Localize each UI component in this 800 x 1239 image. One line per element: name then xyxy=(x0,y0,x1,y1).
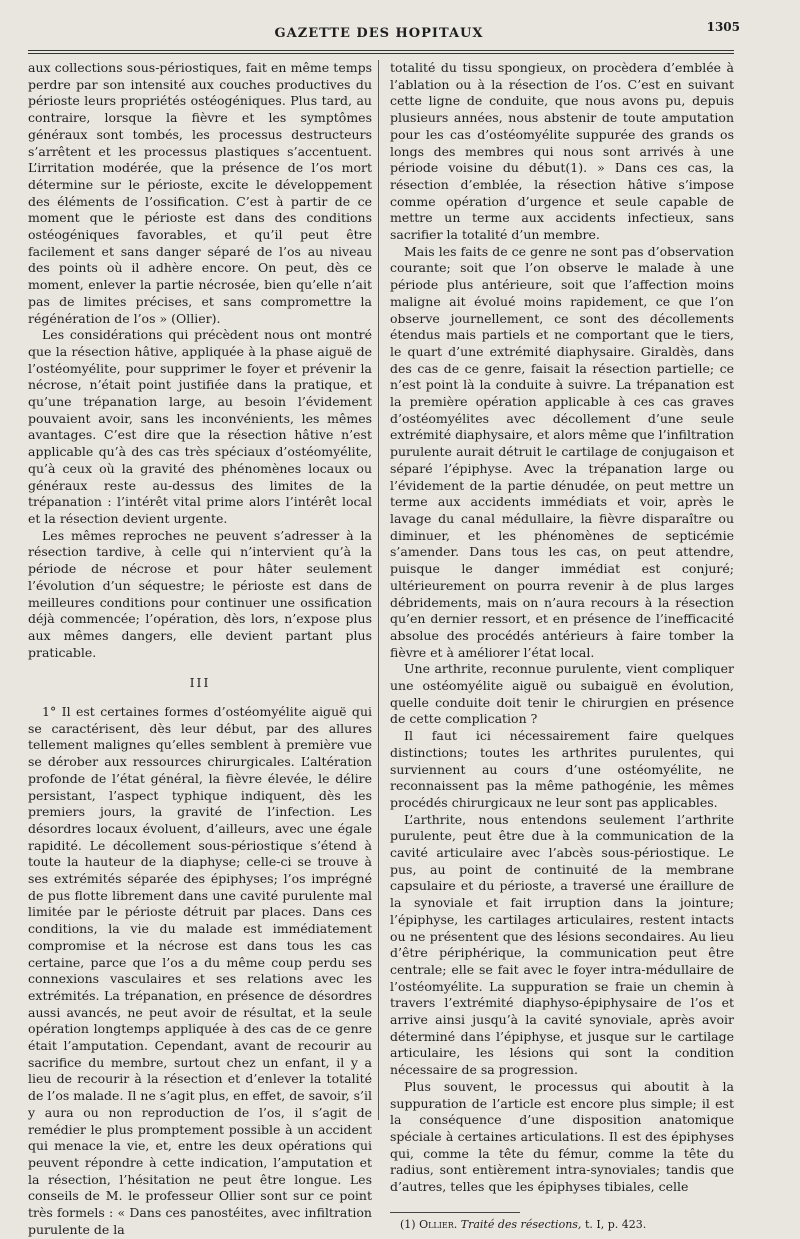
footnote-work: Traité des résections, xyxy=(460,1217,582,1231)
paragraph: Les mêmes reproches ne peuvent s’adresser à la résection tardive, à celle qui n’intervient qu’à la période de nécrose et pour hâter seulement l’évolution d’un séquestre; le périoste est dans de meilleures conditions pour continuer une ossification déjà commencée; l’opération, dès lors, n’expose plus aux mêmes dangers, elle devient partant plus praticable. xyxy=(28,527,372,660)
footnote-ref: t. I, p. 423. xyxy=(584,1217,647,1231)
footnote-marker: (1) xyxy=(400,1217,416,1231)
running-header xyxy=(20,20,738,48)
paragraph: Une arthrite, reconnue purulente, vient compliquer une ostéomyélite aiguë ou subaiguë en évolution, quelle conduite doit tenir le chirurgien en présence de cette complication ? xyxy=(390,661,734,727)
paragraph: Les considérations qui précèdent nous ont montré que la résection hâtive, appliquée à la phase aiguë de l’ostéomyélite, pour supprimer le foyer et prévenir la nécrose, n’était point justifiée dans la pratique, et qu’une trépanation large, au besoin l’évidement pouvaient avoir, sans les inconvénients, les mêmes avantages. C’est dire que la résection hâtive n’est applicable qu’à des cas très spéciaux d’ostéomyélite, qu’à ceux où la gravité des phénomènes locaux ou généraux reste au-dessus des limites de la trépanation : l’intérêt vital prime alors l’intérêt local et la résection devient urgente. xyxy=(28,327,372,526)
paragraph: Mais les faits de ce genre ne sont pas d’observation courante; soit que l’on observe le malade à une période plus antérieure, soit que l’affection moins maligne ait évolué moins rapidement, ce que l’on observe journellement, ce sont des décollements étendus mais partiels et ne comportant que le tiers, le quart d’une extrémité diaphysaire. Giraldès, dans des cas de ce genre, faisait la résection partielle; ce n’est point là la conduite à suivre. La trépanation est la première opération applicable à ces cas graves d’ostéomyélites avec décollement d’une seule extrémité diaphysaire, et alors même que l’infiltration purulente aurait détruit le cartilage de conjugaison et séparé l’épiphyse. Avec la trépanation large ou l’évidement de la partie dénudée, on peut mettre un terme aux accidents immédiats et voir, après le lavage du canal médullaire, la fièvre disparaître ou diminuer, et les phénomènes de septicémie s’amender. Dans tous les cas, on peut attendre, puisque le danger immédiat est conjuré; ultérieurement on pourra revenir à de plus larges débridements, mais on n’aura recours à la résection qu’en dernier ressort, et en présence de l’inefficacité absolue des procédés antérieurs à faire tomber la fièvre et à améliorer l’état local. xyxy=(390,243,734,660)
footnote-author: Ollier. xyxy=(419,1217,458,1231)
left-column xyxy=(28,60,372,1239)
section-numeral: III xyxy=(189,675,211,691)
header-rule-bottom xyxy=(28,53,734,54)
column-divider xyxy=(378,60,379,1120)
right-column xyxy=(390,60,734,1234)
paragraph: totalité du tissu spongieux, on procèdera d’emblée à l’ablation ou à la résection de l’os. C’est en suivant cette ligne de conduite, que nous avons pu, depuis plusieurs années, nous abstenir de toute amputation pour les cas d’ostéomyélite suppurée des grands os longs des membres qui nous sont arrivés à une période voisine du début(1). » Dans ces cas, la résection d’emblée, la résection hâtive s’impose comme opération d’urgence et seule capable de mettre un terme aux accidents infectieux, sans sacrifier la totalité d’un membre. xyxy=(390,60,734,243)
journal-title: GAZETTE DES HOPITAUX xyxy=(274,26,484,41)
paragraph: Il faut ici nécessairement faire quelques distinctions; toutes les arthrites purulentes, qui surviennent au cours d’une ostéomyélite, ne reconnaissent pas la même pathogénie, les mêmes procédés chirurgicaux ne leur sont pas applicables. xyxy=(390,728,734,810)
footnote xyxy=(390,1217,734,1234)
paragraph: 1° Il est certaines formes d’ostéomyélite aiguë qui se caractérisent, dès leur début, par des allures tellement malignes qu’elles semblent à première vue se dérober aux ressources chirurgicales. L’altération profonde de l’état général, la fièvre élevée, le délire persistant, l’aspect typhique indiquent, dès les premiers jours, la gravité de l’infection. Les désordres locaux évoluent, d’ailleurs, avec une égale rapidité. Le décollement sous-périostique s’étend à toute la hauteur de la diaphyse; celle-ci se trouve à ses extrémités séparée des épiphyses; l’os imprégné de pus flotte librement dans une cavité purulente mal limitée par le périoste détruit par places. Dans ces conditions, la vie du malade est immédiatement compromise et la nécrose est dans tous les cas certaine, parce que l’os a du même coup perdu ses connexions vasculaires et ses relations avec les extrémités. La trépanation, en présence de désordres aussi avancés, ne peut avoir de résultat, et la seule opération longtemps appliquée à des cas de ce genre était l’amputation. Cependant, avant de recourir au sacrifice du membre, surtout chez un enfant, il y a lieu de recourir à la résection et d’enlever la totalité de l’os malade. Il ne s’agit plus, en effet, de savoir, s’il y aura ou non reproduction de l’os, il s’agit de remédier le plus promptement possible à un accident qui menace la vie, et, entre les deux opérations qui peuvent répondre à cette indication, l’amputation et la résection, l’hésitation ne peut être longue. Les conseils de M. le professeur Ollier sont sur ce point très formels : « Dans ces panostéites, avec infiltration purulente de la xyxy=(28,704,372,1237)
footnote-rule xyxy=(390,1212,520,1213)
page-number: 1305 xyxy=(706,20,740,34)
paragraph: Plus souvent, le processus qui aboutit à la suppuration de l’article est encore plus simple; il est la conséquence d’une disposition anatomique spéciale à certaines articulations. Il est des épiphyses qui, comme la tête du fémur, comme la tête du radius, sont entièrement intra-synoviales; tandis que d’autres, telles que les épiphyses tibiales, celle xyxy=(390,1078,734,1195)
header-rule-top xyxy=(28,50,734,51)
paragraph: L’arthrite, nous entendons seulement l’arthrite purulente, peut être due à la communication de la cavité articulaire avec l’abcès sous-périostique. Le pus, au point de continuité de la membrane capsulaire et du périoste, a traversé une éraillure de la synoviale et fait irruption dans la jointure; l’épiphyse, les cartilages articulaires, restent intacts ou ne présentent que des lésions secondaires. Au lieu d’être périphérique, la communication peut être centrale; elle se fait avec le foyer intra-médullaire de l’ostéomyélite. La suppuration se fraie un chemin à travers l’extrémité diaphyso-épiphysaire de l’os et arrive ainsi jusqu’à la cavité synoviale, après avoir déterminé dans l’épiphyse, et jusque sur le cartilage articulaire, les lésions qui sont la condition nécessaire de sa progression. xyxy=(390,811,734,1078)
paragraph: aux collections sous-périostiques, fait en même temps perdre par son intensité aux couches productives du périoste leurs propriétés ostéogéniques. Plus tard, au contraire, lorsque la fièvre et les symptômes généraux sont tombés, les processus destructeurs s’arrêtent et les processus plastiques s’accentuent. L’irritation modérée, que la présence de l’os mort détermine sur le périoste, excite le développement des éléments de l’ossification. C’est à partir de ce moment que le périoste est dans des conditions ostéogéniques favorables, et qu’il peut être facilement et sans danger séparé de l’os au niveau des points où il adhère encore. On peut, dès ce moment, enlever la partie nécrosée, bien qu’elle n’ait pas de limites précises, et sans compromettre la régénération de l’os » (Ollier). xyxy=(28,60,372,326)
